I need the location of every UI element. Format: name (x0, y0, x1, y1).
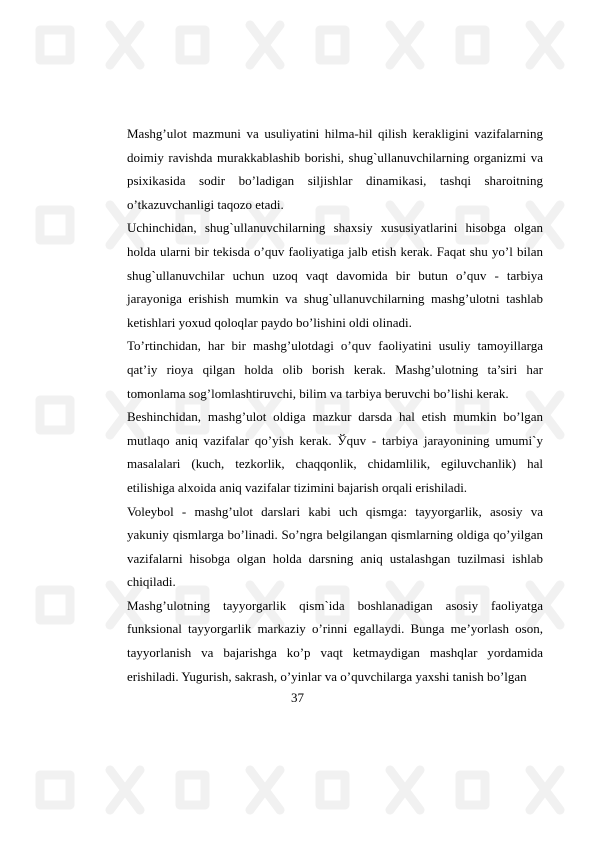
page-number: 37 (291, 690, 304, 705)
document-body (127, 122, 543, 688)
paragraph-5: Voleybol - mashg’ulot darslari kabi uch qismga: tayyorgarlik, asosiy va yakuniy qismlarga bo’linadi. So’ngra belgilangan qismlarning oldiga qo’yilgan vazifalarni hisobga olgan holda darsning aniq ustalashgan tuzilmasi ishlab chiqiladi. (127, 503, 543, 590)
paragraph-1: Mashg’ulot mazmuni va usuliyatini hilma-hil qilish kerakligini vazifalarning doimiy ravishda murakkablashib borishi, shug`ullanuvchilarning organizmi va psixikasida sodir bo’ladigan siljishlar dinamikasi, tashqi sharoitning o’tkazuvchanligi taqozo etadi. (127, 126, 543, 212)
paragraph-2: Uchinchidan, shug`ullanuvchilarning shaxsiy xususiyatlarini hisobga olgan holda ularni bir tekisda o’quv faoliyatiga jalb etish kerak. Faqat shu yo’l bilan shug`ullanuvchilar uchun uzoq vaqt davomida bir butun o’quv - tarbiya jarayoniga erishish mumkin va shug`ullanuvchilarning mashg’ulotni tashlab ketishlari yoxud qoloqlar paydo bo’lishini oldi olinadi. (127, 220, 543, 330)
paragraph-3: To’rtinchidan, har bir mashg’ulotdagi o’quv faoliyatini usuliy tamoyillarga qat’iy rioya qilgan holda olib borish kerak. Mashg’ulotning ta’siri har tomonlama sog’lomlashtiruvchi, bilim va tarbiya beruvchi bo’lishi kerak. (127, 338, 543, 401)
paragraph-4: Beshinchidan, mashg’ulot oldiga mazkur darsda hal etish mumkin bo’lgan mutlaqo aniq vazifalar qo’yish kerak. Ўquv - tarbiya jarayonining umumi`y masalalari (kuch, tezkorlik, chaqqonlik, chidamlilik, egiluvchanlik) hal etilishiga alxoida aniq vazifalar tizimini bajarish orqali erishiladi. (127, 409, 543, 495)
paragraph-6: Mashg’ulotning tayyorgarlik qism`ida boshlanadigan asosiy faoliyatga funksional tayyorgarlik markaziy o’rinni egallaydi. Bunga me’yorlash oson, tayyorlanish va bajarishga ko’p vaqt ketmaydigan mashqlar yordamida erishiladi. Yugurish, sakrash, o’yinlar va o’quvchilarga yaxshi tanish bo’lgan (127, 597, 543, 684)
